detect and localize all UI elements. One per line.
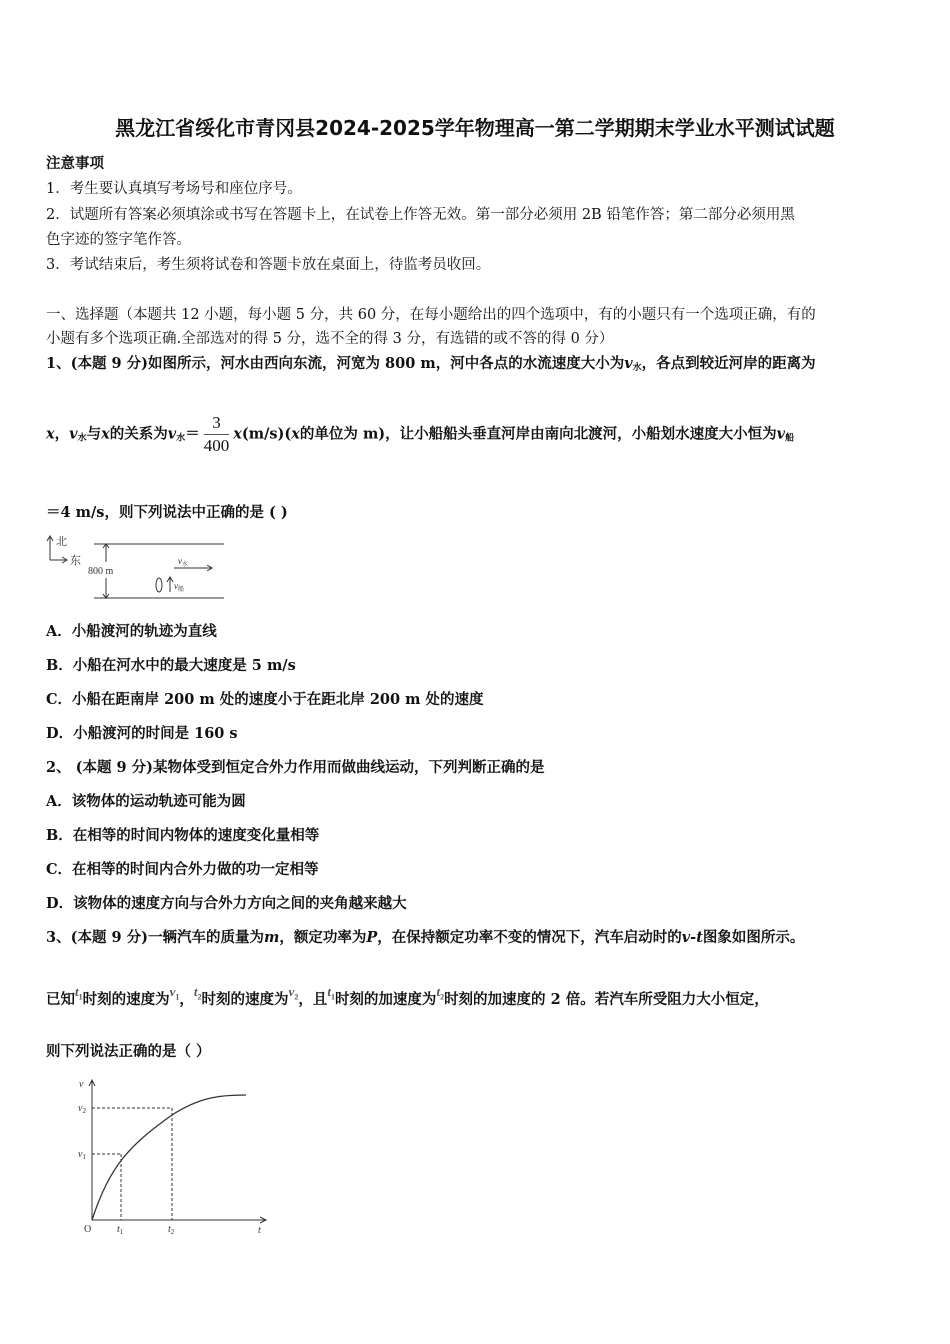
page-title: 黑龙江省绥化市青冈县2024-2025学年物理高一第二学期期末学业水平测试试题 <box>115 116 835 140</box>
origin-label: O <box>84 1224 92 1235</box>
q3-stem-line2: 已知$t_1$时刻的速度为$v_1$，$t_2$时刻的速度为$v_2$，且$t_1$时刻的加速度为$t_2$时刻的加速度的 2 倍。若汽车所受阻力大小恒定， <box>46 984 769 1008</box>
section-heading: 一、选择题（本题共 12 小题，每小题 5 分，共 60 分，在每小题给出的四个选项中，有的小题只有一个选项正确，有的 <box>46 307 816 323</box>
q2-option-c: C．在相等的时间内合外力做的功一定相等 <box>46 861 319 878</box>
q3-stem-line1: 3、(本题 9 分)一辆汽车的质量为m，额定功率为P，在保持额定功率不变的情况下，汽车启动时的v-t图象如图所示。 <box>46 929 805 946</box>
v-water-label: $v_水$ <box>178 556 189 568</box>
north-label: 北 <box>56 535 67 548</box>
axis-t-label: t <box>258 1225 261 1235</box>
t2-label: $t_2$ <box>168 1224 175 1235</box>
axis-v-label: v <box>79 1079 84 1090</box>
q1-stem-line3: ＝4 m/s，则下列说法中正确的是 ( ) <box>46 504 288 521</box>
v1-label: $v_1$ <box>78 1149 86 1161</box>
notice-heading: 注意事项 <box>46 155 104 172</box>
q1-option-a: A．小船渡河的轨迹为直线 <box>46 623 217 640</box>
q1-stem-line2: x，$v_水$与x的关系为$v_水=$ $\frac{3}{400}$ x(m/s)(x的单位为 m)，让小船船头垂直河岸由南向北渡河，小船划水速度大小恒为$v_船$ <box>46 413 795 455</box>
q1-option-c: C．小船在距南岸 200 m 处的速度小于在距北岸 200 m 处的速度 <box>46 691 484 708</box>
q1-option-b: B．小船在河水中的最大速度是 5 m/s <box>46 657 296 674</box>
notice-item: 1．考生要认真填写考场号和座位序号。 <box>46 181 302 197</box>
v2-label: $v_2$ <box>78 1103 86 1115</box>
q2-option-a: A．该物体的运动轨迹可能为圆 <box>46 793 246 810</box>
q2-option-b: B．在相等的时间内物体的速度变化量相等 <box>46 827 320 844</box>
river-diagram <box>44 532 229 602</box>
vt-graph <box>70 1075 275 1235</box>
q3-stem-line3: 则下列说法正确的是（ ） <box>46 1043 211 1060</box>
river-width-label: 800 m <box>88 566 114 577</box>
q2-option-d: D．该物体的速度方向与合外力方向之间的夹角越来越大 <box>46 895 407 912</box>
t1-label: $t_1$ <box>117 1224 124 1235</box>
east-label: 东 <box>70 554 81 567</box>
fraction: $\frac{3}{400}$ <box>203 413 230 455</box>
notice-item: 色字迹的签字笔作答。 <box>46 232 191 248</box>
notice-item: 2．试题所有答案必须填涂或书写在答题卡上，在试卷上作答无效。第一部分必须用 2B 铅笔作答；第二部分必须用黑 <box>46 207 795 223</box>
q2-stem: 2、 (本题 9 分)某物体受到恒定合外力作用而做曲线运动，下列判断正确的是 <box>46 759 545 776</box>
v-boat-label: $v_船$ <box>174 581 185 593</box>
q1-stem-line1: 1、(本题 9 分)如图所示，河水由西向东流，河宽为 800 m，河中各点的水流速度大小为$v_水$，各点到较近河岸的距离为 <box>46 355 816 373</box>
q1-option-d: D．小船渡河的时间是 160 s <box>46 725 238 742</box>
section-heading-cont: 小题有多个选项正确.全部选对的得 5 分，选不全的得 3 分，有选错的或不答的得 0 分） <box>46 331 614 347</box>
notice-item: 3．考试结束后，考生须将试卷和答题卡放在桌面上，待监考员收回。 <box>46 257 491 273</box>
